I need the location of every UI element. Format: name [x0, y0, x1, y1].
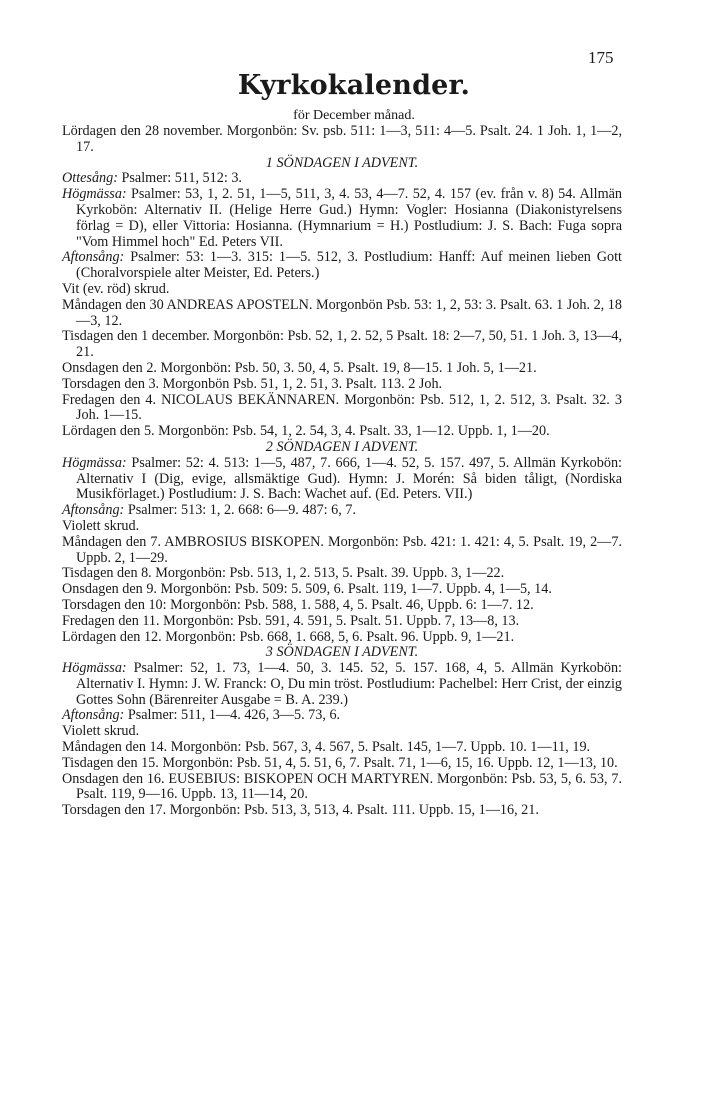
calendar-entry [62, 598, 622, 614]
entry-text: Tisdagen den 8. Morgonbön: Psb. 513, 1, 2. 513, 5. Psalt. 39. Uppb. 3, 1—22. [62, 565, 505, 582]
entry-text: Tisdagen den 15. Morgonbön: Psb. 51, 4, 5. 51, 6, 7. Psalt. 71, 1—6, 15, 16. Uppb. 12, 1—13, 10. [62, 754, 618, 771]
calendar-entry [62, 250, 622, 282]
calendar-entry [62, 756, 622, 772]
calendar-entry [62, 772, 622, 804]
service-label: Ottesång: [62, 170, 118, 187]
page-number: 175 [588, 48, 614, 67]
sunday-heading [62, 156, 622, 172]
calendar-entry [62, 708, 622, 724]
entry-text: Tisdagen den 1 december. Morgonbön: Psb. 52, 1, 2. 52, 5 Psalt. 18: 2—7, 50, 51. 1 Joh. 3, 13—4, 21. [62, 328, 622, 361]
calendar-entry [62, 803, 622, 819]
calendar-entry [62, 582, 622, 598]
sunday-heading [62, 645, 622, 661]
entry-text: Fredagen den 4. NICOLAUS BEKÄNNAREN. Morgonbön: Psb. 512, 1, 2. 512, 3. Psalt. 32. 3 Joh. 1—15. [62, 391, 622, 424]
calendar-entry [62, 329, 622, 361]
entry-text: Lördagen den 5. Morgonbön: Psb. 54, 1, 2. 54, 3, 4. Psalt. 33, 1—12. Uppb. 1, 1—20. [62, 423, 550, 440]
page-title: Kyrkokalender. [237, 70, 471, 101]
entry-text: Psalmer: 511, 512: 3. [117, 170, 242, 187]
service-label: Högmässa: [62, 660, 127, 677]
calendar-entry [62, 393, 622, 425]
entry-text: Psalmer: 53: 1—3. 315: 1—5. 512, 3. Postludium: Hanff: Auf meinen lieben Gott (Choralvorspiele alter Meister, Ed. Peters.) [76, 249, 622, 282]
entry-text: 1 SÖNDAGEN I ADVENT. [265, 154, 419, 171]
entry-text: Fredagen den 11. Morgonbön: Psb. 591, 4. 591, 5. Psalt. 51. Uppb. 7, 13—8, 13. [62, 612, 520, 629]
calendar-entry [62, 535, 622, 567]
calendar-entry [62, 361, 622, 377]
calendar-entry [62, 282, 622, 298]
calendar-entry [62, 124, 622, 156]
entry-text: Violett skrud. [62, 517, 140, 534]
entry-text: Måndagen den 7. AMBROSIUS BISKOPEN. Morgonbön: Psb. 421: 1. 421: 4, 5. Psalt. 19, 2—7. Uppb. 2, 1—29. [62, 533, 622, 566]
calendar-body [62, 124, 622, 819]
calendar-entry [62, 424, 622, 440]
entry-text: Onsdagen den 16. EUSEBIUS: BISKOPEN OCH MARTYREN. Morgonbön: Psb. 53, 5, 6. 53, 7. Psalt. 119, 9—16. Uppb. 13, 11—14, 20. [62, 770, 622, 803]
entry-text: Onsdagen den 9. Morgonbön: Psb. 509: 5. 509, 6. Psalt. 119, 1—7. Uppb. 4, 1—5, 14. [62, 581, 552, 598]
service-label: Aftonsång: [62, 707, 125, 724]
calendar-entry [62, 187, 622, 250]
service-label: Högmässa: [62, 454, 127, 471]
entry-text: Onsdagen den 2. Morgonbön: Psb. 50, 3. 50, 4, 5. Psalt. 19, 8—15. 1 Joh. 5, 1—21. [62, 359, 537, 376]
entry-text: Torsdagen den 3. Morgonbön Psb. 51, 1, 2. 51, 3. Psalt. 113. 2 Joh. [62, 375, 443, 392]
calendar-entry [62, 740, 622, 756]
entry-text: Lördagen den 12. Morgonbön: Psb. 668, 1. 668, 5, 6. Psalt. 96. Uppb. 9, 1—21. [62, 628, 515, 645]
entry-text: Lördagen den 28 november. Morgonbön: Sv. psb. 511: 1—3, 511: 4—5. Psalt. 24. 1 Joh. 1, 1—2, 17. [62, 123, 622, 155]
calendar-entry [62, 519, 622, 535]
entry-text: 3 SÖNDAGEN I ADVENT. [265, 644, 419, 661]
service-label: Aftonsång: [62, 249, 125, 266]
entry-text: Måndagen den 30 ANDREAS APOSTELN. Morgonbön Psb. 53: 1, 2, 53: 3. Psalt. 63. 1 Joh. 2, 18—3, 12. [62, 296, 622, 329]
calendar-entry [62, 456, 622, 503]
calendar-entry [62, 171, 622, 187]
entry-text: 2 SÖNDAGEN I ADVENT. [265, 438, 419, 455]
sunday-heading [62, 440, 622, 456]
calendar-entry [62, 377, 622, 393]
entry-text: Psalmer: 513: 1, 2. 668: 6—9. 487: 6, 7. [124, 502, 356, 519]
service-label: Aftonsång: [62, 502, 125, 519]
entry-text: Psalmer: 52, 1. 73, 1—4. 50, 3. 145. 52, 5. 157. 168, 4, 5. Allmän Kyrkobön: Alternativ I. Hymn: J. W. Franck: O, Du min tröst. Postludium: Pachelbel: Herr Crist, der einzig Gottes Sohn (Bärenreiter Ausgabe = B. A. 239.) [76, 660, 622, 708]
entry-text: Torsdagen den 17. Morgonbön: Psb. 513, 3, 513, 4. Psalt. 111. Uppb. 15, 1—16, 21. [62, 802, 539, 819]
calendar-entry [62, 298, 622, 330]
entry-text: Violett skrud. [62, 723, 140, 740]
entry-text: Torsdagen den 10: Morgonbön: Psb. 588, 1. 588, 4, 5. Psalt. 46, Uppb. 6: 1—7. 12. [62, 596, 534, 613]
calendar-entry [62, 503, 622, 519]
calendar-entry [62, 630, 622, 646]
service-label: Högmässa: [62, 186, 127, 203]
entry-text: Psalmer: 511, 1—4. 426, 3—5. 73, 6. [124, 707, 341, 724]
calendar-entry [62, 614, 622, 630]
entry-text: Måndagen den 14. Morgonbön: Psb. 567, 3, 4. 567, 5. Psalt. 145, 1—7. Uppb. 10. 1—11, 19. [62, 739, 591, 756]
calendar-entry [62, 661, 622, 708]
page-subtitle: för December månad. [293, 108, 415, 123]
calendar-entry [62, 724, 622, 740]
entry-text: Vit (ev. röd) skrud. [62, 280, 170, 297]
entry-text: Psalmer: 52: 4. 513: 1—5, 487, 7. 666, 1—4. 52, 5. 157. 497, 5. Allmän Kyrkobön: Alternativ I (Dig, evige, allsmäktige Gud). Hymn: J. Morén: Så biden tåligt, (Nordiska Musikförlaget.) Postludium: J. S. Bach: Wachet auf. (Ed. Peters. VII.) [76, 454, 622, 503]
entry-text: Psalmer: 53, 1, 2. 51, 1—5, 511, 3, 4. 53, 4—7. 52, 4. 157 (ev. från v. 8) 54. Allmän Kyrkobön: Alternativ II. (Helige Herre Gud.) Hymn: Vogler: Hosianna (Diakonistyrelsens förlag = D), eller Vittoria: Hosianna. (Hymnarium = H.) Postludium: J. S. Bach: Fuga sopra "Vom Himmel hoch" Ed. Peters VII. [76, 186, 622, 250]
calendar-entry [62, 566, 622, 582]
